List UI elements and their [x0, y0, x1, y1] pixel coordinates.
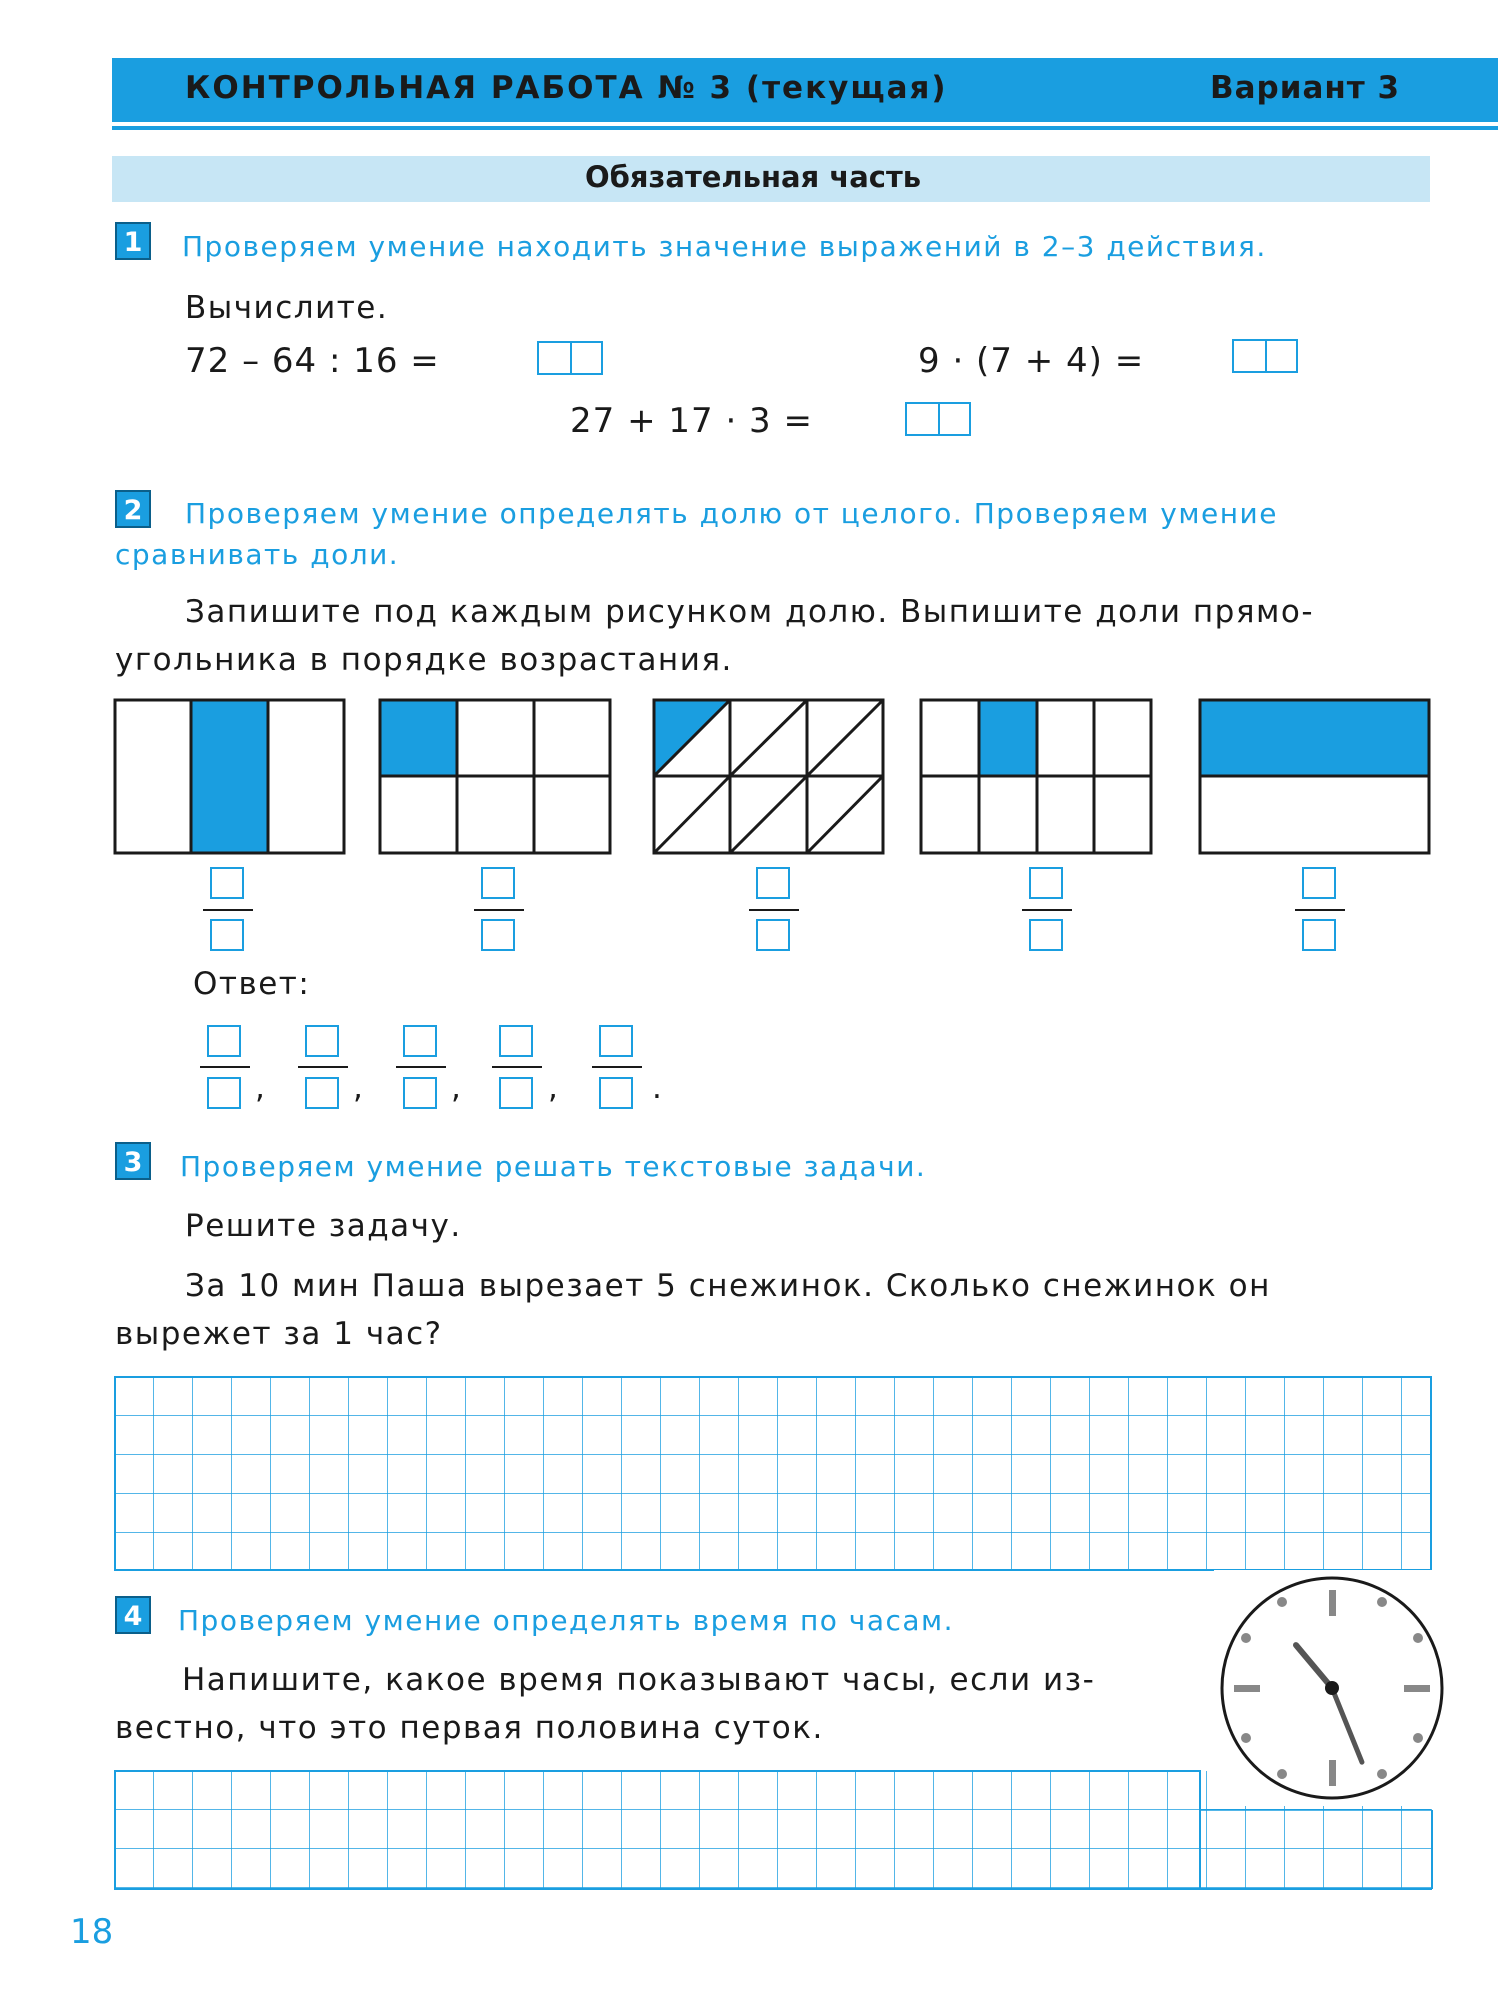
fraction-numerator-box [1030, 868, 1062, 898]
task4-instruction-line1: Напишите, какое время показывают часы, если из- [182, 1662, 1096, 1698]
fraction-numerator-box [1303, 868, 1335, 898]
task3-problem-line2: вырежет за 1 час? [115, 1316, 443, 1352]
task2-skill-line1: Проверяем умение определять долю от целого. Проверяем умение [185, 497, 1278, 530]
task1-instruction: Вычислите. [185, 290, 389, 326]
clock-mark-6 [1329, 1760, 1336, 1786]
task2-skill-line2: сравнивать доли. [115, 538, 400, 571]
clock-mark-3 [1404, 1685, 1430, 1692]
page-number: 18 [70, 1912, 114, 1952]
answer-separator: , [255, 1070, 267, 1106]
figure-rect-3 [654, 700, 883, 853]
fraction-denominator-box [482, 920, 514, 950]
answer-grid-task3[interactable] [114, 1376, 1434, 1572]
figure-rect-5 [1200, 700, 1429, 853]
task-number-badge: 1 [115, 222, 151, 260]
section-title: Обязательная часть [585, 160, 922, 194]
task-number-badge: 2 [115, 490, 151, 528]
figure-rect-4 [921, 700, 1151, 853]
clock-mark-9 [1234, 1685, 1260, 1692]
expression-2: 9 · (7 + 4) = [918, 341, 1145, 381]
analog-clock [1214, 1570, 1450, 1806]
expression-1: 72 – 64 : 16 = [185, 341, 440, 381]
clock-mark-12 [1329, 1590, 1336, 1616]
task2-instruction-line1: Запишите под каждым рисунком долю. Выпишите доли прямо- [185, 594, 1315, 630]
task-number-badge: 4 [115, 1596, 151, 1634]
task4-instruction-line2: вестно, что это первая половина суток. [115, 1710, 824, 1746]
fraction-numerator-box [211, 868, 243, 898]
task3-instruction: Решите задачу. [185, 1208, 462, 1244]
task4-skill: Проверяем умение определять время по часам. [178, 1604, 955, 1637]
fraction-denominator-box [1030, 920, 1062, 950]
worksheet-title: КОНТРОЛЬНАЯ РАБОТА № 3 (текущая) [185, 70, 948, 106]
fraction-denominator-box [1303, 920, 1335, 950]
answer-label: Ответ: [193, 966, 311, 1002]
clock-center [1325, 1681, 1339, 1695]
fraction-denominator-box [757, 920, 789, 950]
variant-label: Вариант 3 [1210, 70, 1401, 106]
answer-separator: , [353, 1070, 365, 1106]
task3-problem-line1: За 10 мин Паша вырезает 5 снежинок. Сколько снежинок он [185, 1268, 1271, 1304]
task3-skill: Проверяем умение решать текстовые задачи. [180, 1150, 927, 1183]
fraction-numerator-box [757, 868, 789, 898]
answer-separator: . [652, 1070, 664, 1106]
answer-separator: , [548, 1070, 560, 1106]
fraction-numerator-box [482, 868, 514, 898]
figure-rect-2 [380, 700, 610, 853]
figure-rect-1 [115, 700, 344, 853]
task-number-badge: 3 [115, 1142, 151, 1180]
expression-3: 27 + 17 · 3 = [570, 401, 813, 441]
task1-skill: Проверяем умение находить значение выражений в 2–3 действия. [182, 230, 1267, 263]
fraction-denominator-box [211, 920, 243, 950]
task2-instruction-line2: угольника в порядке возрастания. [115, 642, 733, 678]
answer-separator: , [451, 1070, 463, 1106]
